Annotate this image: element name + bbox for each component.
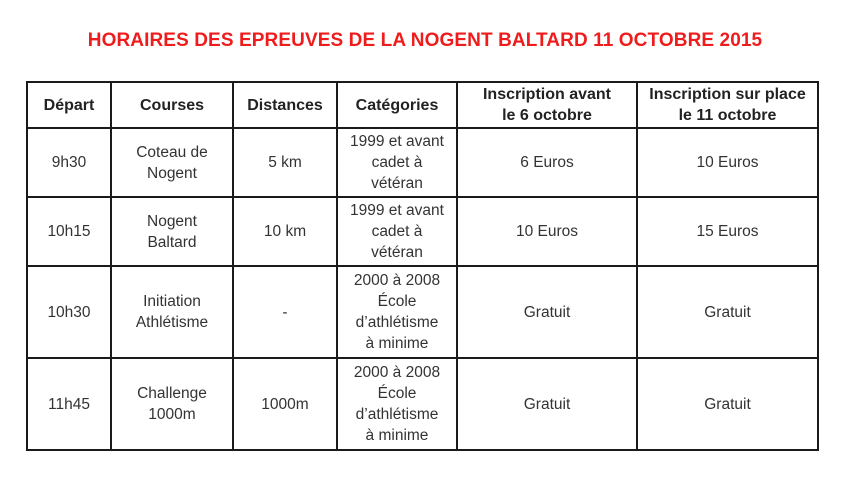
header-inscription-avant-line-1: Inscription avant: [482, 86, 612, 103]
cell-course-line: Coteau de: [136, 143, 208, 161]
cell-depart: 10h15: [27, 197, 111, 266]
header-inscription-sur-place-line-1: Inscription sur place: [649, 86, 806, 103]
cell-inscription-sur-place: Gratuit: [637, 266, 818, 358]
cell-categories-line: d’athlétisme: [355, 314, 439, 331]
header-inscription-avant: [457, 82, 637, 128]
cell-inscription-sur-place: 15 Euros: [637, 197, 818, 266]
cell-categories-line: École: [377, 293, 417, 310]
table-row: [27, 266, 818, 358]
cell-categories: [337, 197, 457, 266]
table-row: [27, 128, 818, 197]
cell-course: [111, 266, 233, 358]
cell-categories-line: 1999 et avant: [350, 133, 444, 150]
header-inscription-sur-place: [637, 82, 818, 128]
cell-categories-line: École: [377, 385, 417, 402]
cell-categories: [337, 128, 457, 197]
cell-inscription-avant: Gratuit: [457, 266, 637, 358]
cell-categories-line: à minime: [365, 335, 429, 352]
header-depart: Départ: [27, 82, 111, 128]
header-courses: Courses: [111, 82, 233, 128]
cell-course: [111, 358, 233, 450]
header-inscription-avant-line-2: le 6 octobre: [502, 107, 592, 124]
cell-inscription-sur-place: 10 Euros: [637, 128, 818, 197]
header-categories: Catégories: [337, 82, 457, 128]
cell-categories-line: cadet à: [371, 223, 423, 240]
cell-inscription-avant: Gratuit: [457, 358, 637, 450]
header-inscription-sur-place-line-2: le 11 octobre: [678, 107, 777, 124]
table-header-row: [27, 82, 818, 128]
cell-course-line: Athlétisme: [135, 314, 209, 331]
cell-depart: 11h45: [27, 358, 111, 450]
cell-depart: 10h30: [27, 266, 111, 358]
cell-course-line: Challenge: [137, 385, 207, 402]
page-title: HORAIRES DES EPREUVES DE LA NOGENT BALTARD 11 OCTOBRE 2015: [87, 30, 763, 51]
cell-categories-line: cadet à: [371, 154, 423, 171]
header-distances: Distances: [233, 82, 337, 128]
table-row: [27, 358, 818, 450]
cell-categories-line: à minime: [365, 427, 429, 444]
cell-course-line: Initiation: [143, 293, 201, 310]
cell-inscription-avant: 10 Euros: [457, 197, 637, 266]
cell-categories: [337, 266, 457, 358]
cell-course-line: Nogent: [147, 212, 197, 230]
cell-categories-line: vétéran: [371, 244, 423, 261]
cell-distance: -: [233, 266, 337, 358]
cell-course-line: Baltard: [147, 233, 197, 251]
cell-distance: 5 km: [233, 128, 337, 197]
cell-categories-line: 1999 et avant: [350, 202, 444, 219]
cell-course: [111, 128, 233, 197]
table-row: [27, 197, 818, 266]
cell-categories-line: vétéran: [371, 175, 423, 192]
cell-course-line: 1000m: [148, 406, 196, 423]
cell-distance: 10 km: [233, 197, 337, 266]
cell-inscription-avant: 6 Euros: [457, 128, 637, 197]
cell-categories-line: 2000 à 2008: [353, 364, 441, 381]
cell-distance: 1000m: [233, 358, 337, 450]
cell-depart: 9h30: [27, 128, 111, 197]
schedule-table: [26, 81, 819, 451]
cell-inscription-sur-place: Gratuit: [637, 358, 818, 450]
cell-course: [111, 197, 233, 266]
cell-categories-line: d’athlétisme: [355, 406, 439, 423]
cell-course-line: Nogent: [147, 164, 197, 182]
cell-categories: [337, 358, 457, 450]
cell-categories-line: 2000 à 2008: [353, 272, 441, 289]
